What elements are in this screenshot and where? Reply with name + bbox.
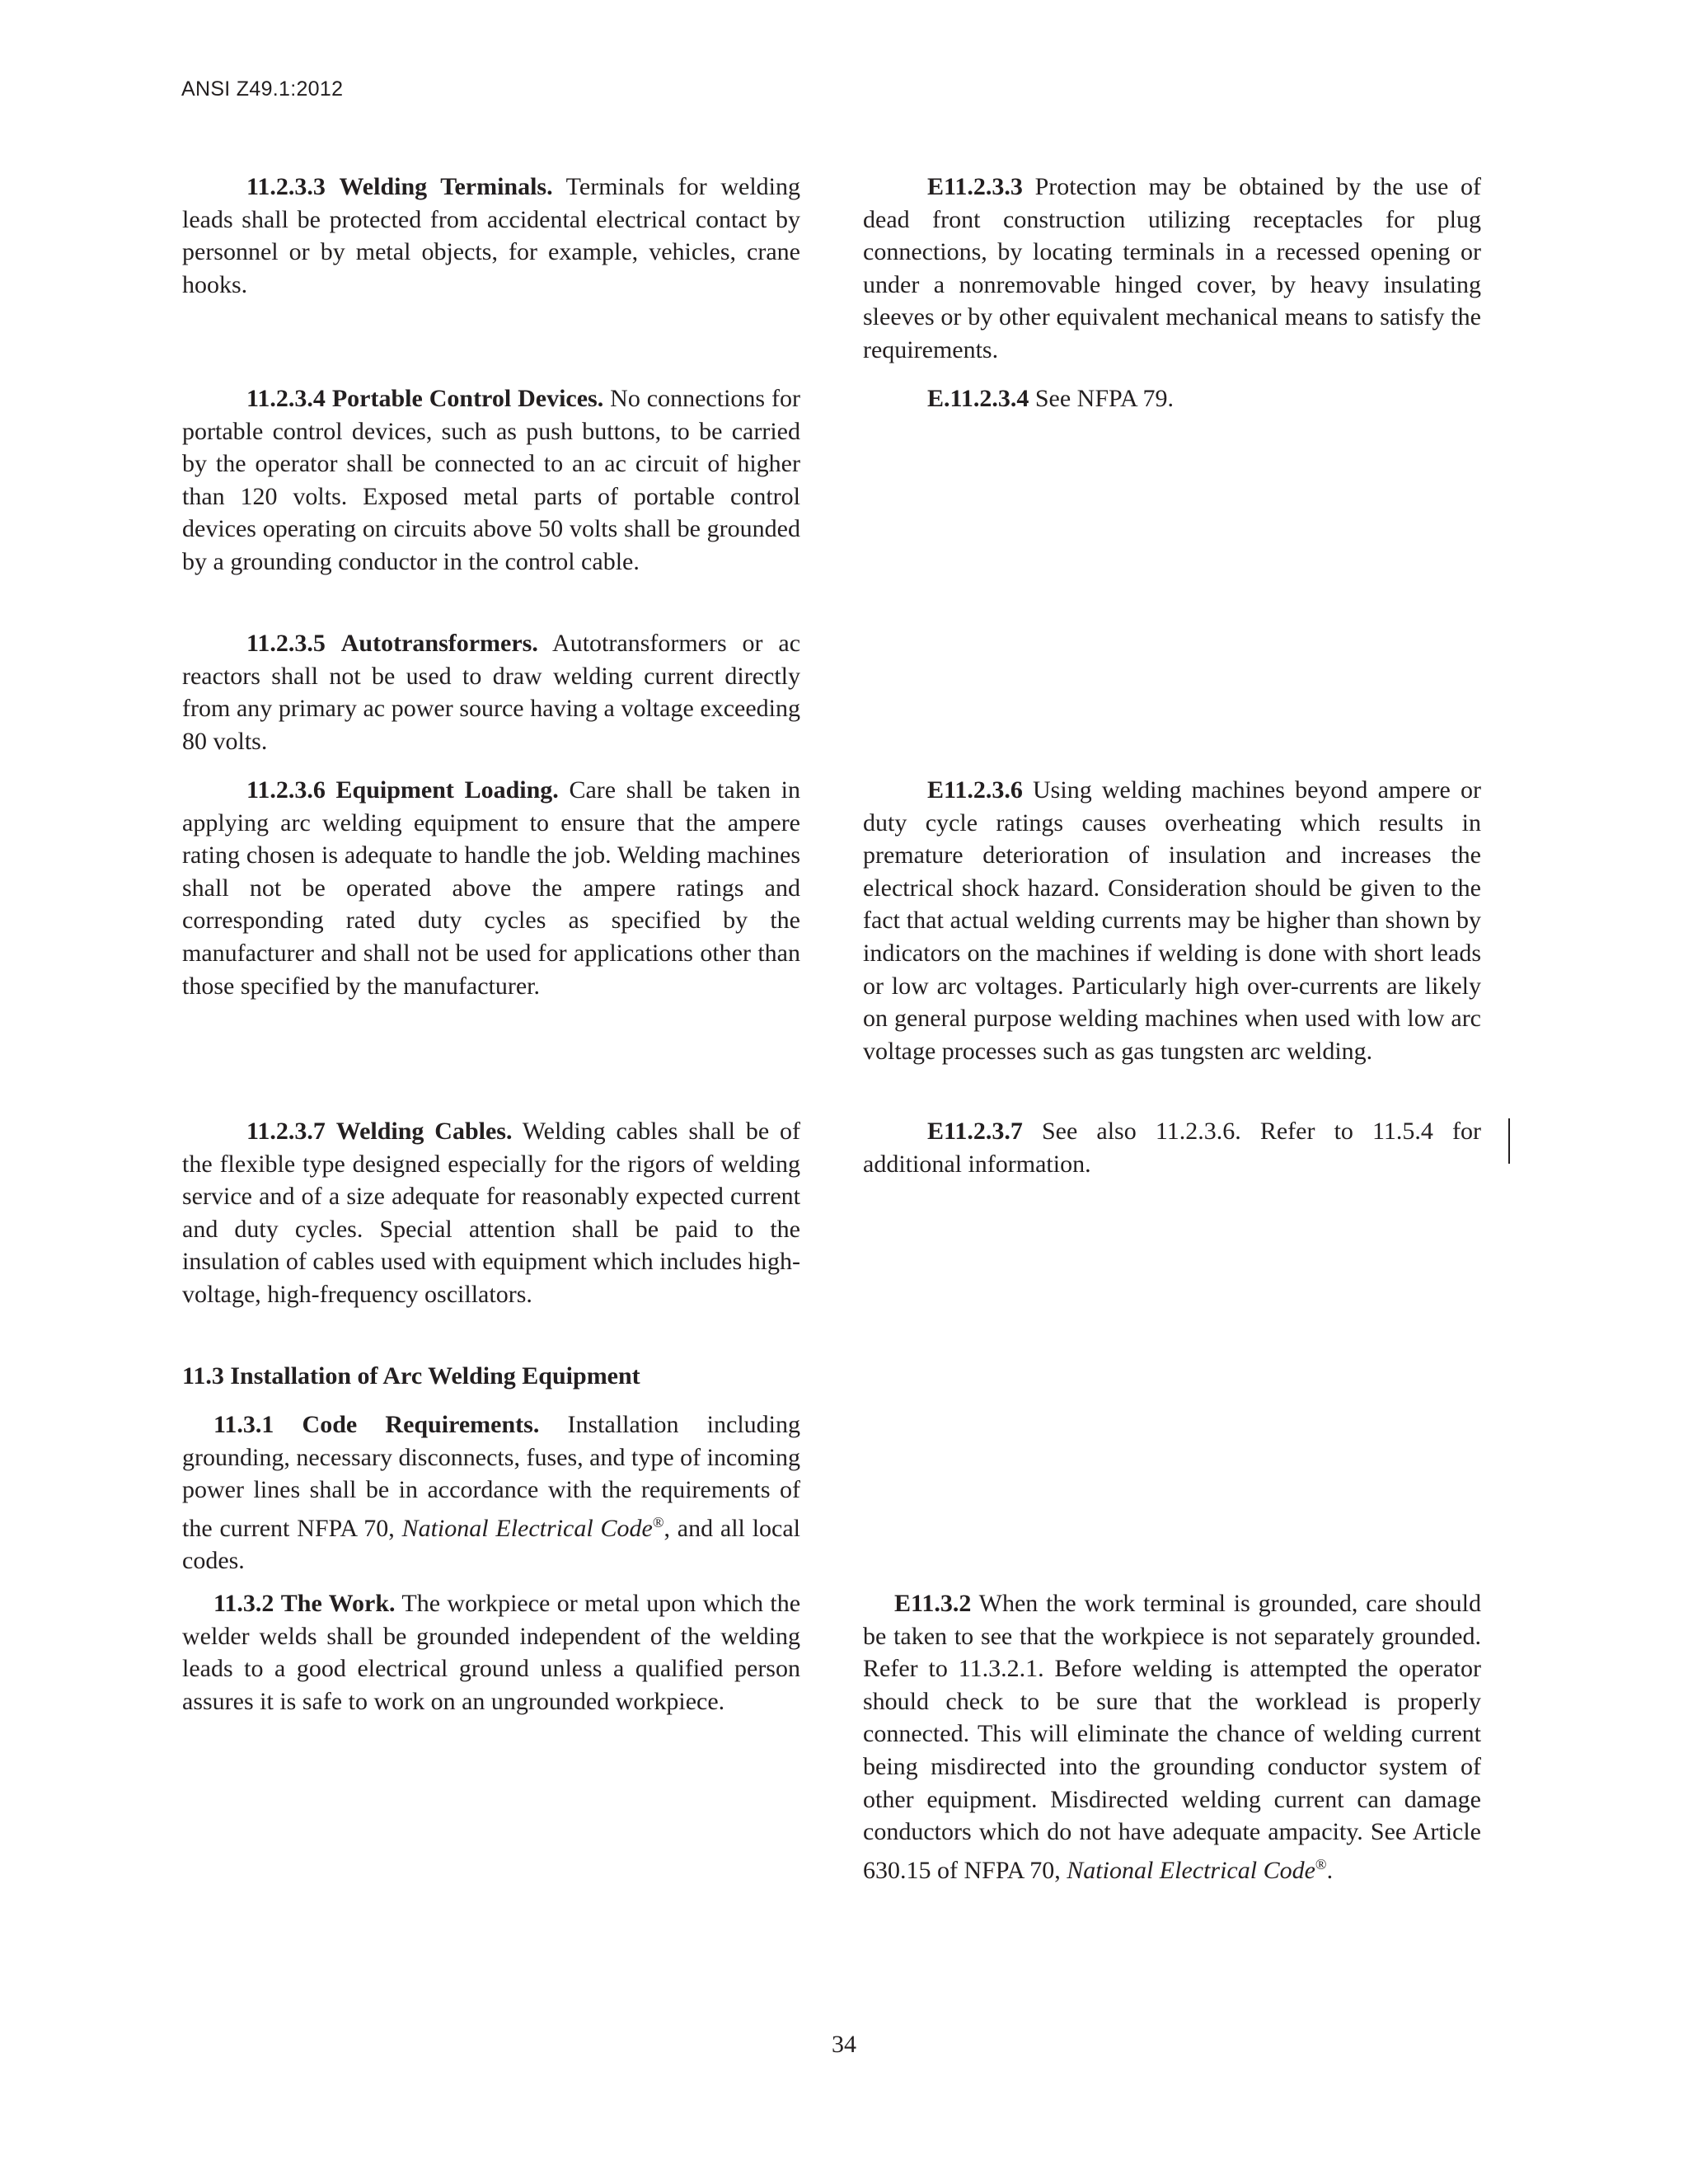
section-text: Care shall be taken in applying arc welding equipment to ensure that the ampere rating chosen is adequate to handle the job. Welding machines shall not be operated above the ampere ratings and corresponding rated duty cycles as specified by the manufacturer and shall not be used for applications other than those specified by the manufacturer. [182, 776, 801, 1000]
code-name: National Electrical Code [1067, 1856, 1315, 1884]
explanation-number: E11.2.3.6 [927, 776, 1023, 804]
explanation-e11-3-2 [863, 1587, 1481, 1886]
explanation-e11-2-3-7 [863, 1115, 1481, 1180]
document-header: ANSI Z49.1:2012 [181, 77, 344, 101]
section-title: The Work. [280, 1590, 396, 1617]
revision-change-bar [1508, 1118, 1510, 1164]
section-11-2-3-6 [182, 774, 800, 1002]
registered-mark: ® [652, 1513, 664, 1530]
section-title: Welding Terminals. [339, 173, 553, 200]
section-text: The workpiece or metal upon which the welder welds shall be grounded independent of the welding leads to a good electrical ground unless a qualified person assures it is safe to work on an ungrounded workpiece. [182, 1590, 801, 1715]
section-number: 11.2.3.6 [246, 776, 326, 804]
section-11-3-2 [182, 1587, 800, 1718]
section-11-2-3-5 [182, 627, 800, 757]
explanation-text: Using welding machines beyond ampere or duty cycle ratings causes overheating which results in premature deterioration of insulation and increases the electrical shock hazard. Consideration should be given to the fact that actual welding currents may be higher than shown by indicators on the machines if welding is done with short leads or low arc voltages. Particularly high over-currents are likely on general purpose welding machines when used with low arc voltage processes such as gas tungsten arc welding. [863, 776, 1481, 1065]
explanation-e11-2-3-4 [863, 382, 1481, 415]
explanation-text: See also 11.2.3.6. Refer to 11.5.4 for additional information. [863, 1118, 1481, 1178]
explanation-e11-2-3-3 [863, 171, 1481, 367]
section-heading-11-3: 11.3 Installation of Arc Welding Equipment [182, 1362, 640, 1390]
registered-mark: ® [1315, 1855, 1327, 1872]
section-11-3-1 [182, 1408, 800, 1577]
section-title: Welding Cables. [335, 1118, 513, 1145]
section-number: 11.2.3.5 [246, 630, 326, 657]
section-text: Terminals for welding leads shall be protected from accidental electrical contact by personnel or by metal objects, for example, vehicles, crane hooks. [182, 173, 800, 298]
section-number: 11.3.2 [213, 1590, 274, 1617]
section-11-2-3-4 [182, 382, 800, 579]
section-number: 11.3.1 [213, 1411, 274, 1438]
explanation-text: Protection may be obtained by the use of dead front construction utilizing receptacles for plug connections, by locating terminals in a recessed opening or under a nonremovable hinged cover, by heavy insulating sleeves or by other equivalent mechanical means to satisfy the requirements. [863, 173, 1481, 363]
section-text-end: , and all local codes. [182, 1514, 800, 1575]
explanation-number: E.11.2.3.4 [927, 385, 1029, 412]
section-text: Welding cables shall be of the flexible type designed especially for the rigors of welding service and of a size adequate for reasonably expected current and duty cycles. Special attention shall be paid to the insulation of cables used with equipment which includes high-voltage, high-frequency oscillators. [182, 1118, 801, 1308]
section-title: Equipment Loading. [335, 776, 559, 804]
code-name: National Electrical Code [401, 1514, 653, 1542]
section-number: 11.2.3.4 [246, 385, 326, 412]
section-text: Installation including grounding, necessary disconnects, fuses, and type of incoming power lines shall be in accordance with the requirements of the current NFPA 70, [182, 1411, 800, 1542]
explanation-text-end: . [1326, 1856, 1334, 1884]
explanation-text: When the work terminal is grounded, care should be taken to see that the workpiece is not separately grounded. Refer to 11.3.2.1. Before welding is attempted the operator should check to be sure that the worklead is properly connected. This will eliminate the chance of welding current being misdirected into the grounding conductor system of other equipment. Misdirected welding current can damage conductors which do not have adequate ampacity. See Article 630.15 of NFPA 70, [863, 1590, 1481, 1884]
explanation-text: See NFPA 79. [1029, 385, 1174, 412]
section-title: Portable Control Devices. [331, 385, 604, 412]
section-text: Autotransformers or ac reactors shall not be used to draw welding current directly from any primary ac power source having a voltage exceeding 80 volts. [182, 630, 801, 755]
section-number: 11.2.3.3 [246, 173, 326, 200]
section-text: No connections for portable control devices, such as push buttons, to be carried by the operator shall be connected to an ac circuit of higher than 120 volts. Exposed metal parts of portable control devices operating on circuits above 50 volts shall be grounded by a grounding conductor in the control cable. [182, 385, 800, 575]
section-title: Autotransformers. [340, 630, 538, 657]
section-11-2-3-7 [182, 1115, 800, 1311]
section-11-2-3-3 [182, 171, 800, 301]
explanation-e11-2-3-6 [863, 774, 1481, 1067]
section-title: Code Requirements. [302, 1411, 540, 1438]
explanation-number: E11.2.3.3 [927, 173, 1023, 200]
page-number: 34 [832, 2031, 856, 2058]
explanation-number: E11.3.2 [894, 1590, 972, 1617]
explanation-number: E11.2.3.7 [927, 1118, 1023, 1145]
section-number: 11.2.3.7 [246, 1118, 326, 1145]
